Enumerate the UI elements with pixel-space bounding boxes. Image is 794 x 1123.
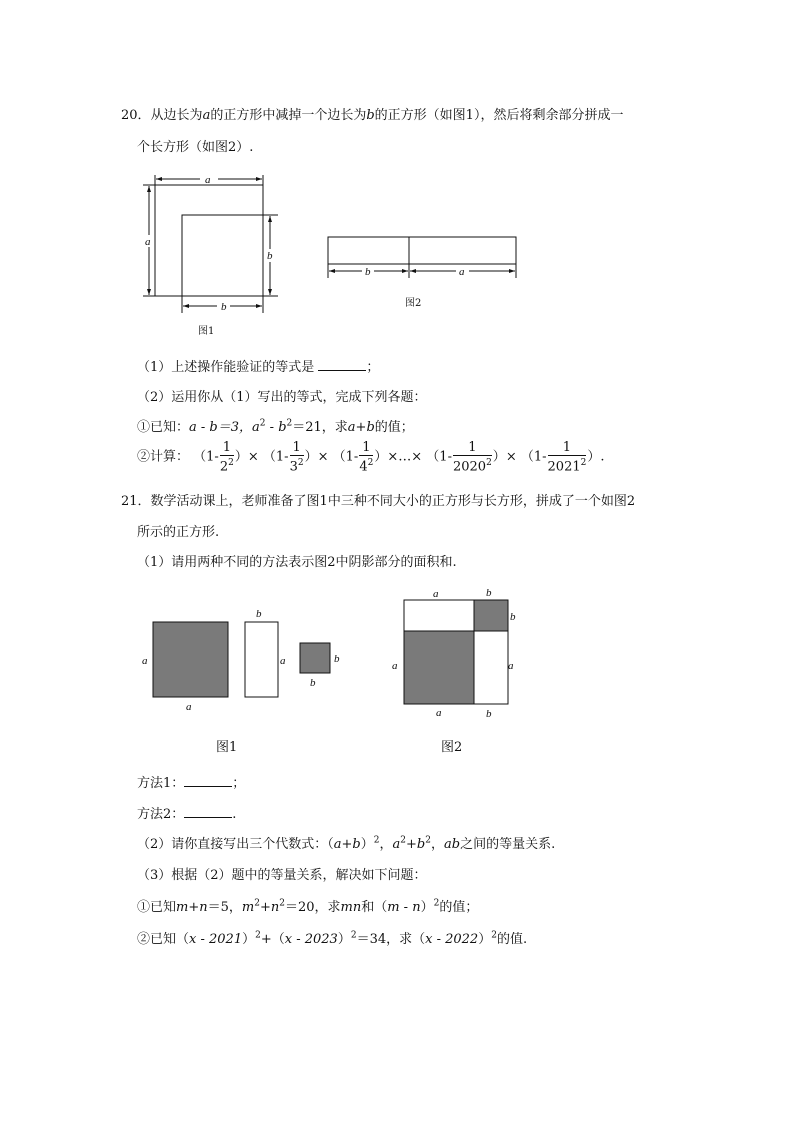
q20-figure-1 — [140, 165, 290, 345]
outer-square — [155, 185, 263, 296]
fig1-label-a-left: a — [145, 236, 151, 248]
piece3-label-b-bottom: b — [310, 677, 316, 689]
fig1-label-b-bottom: b — [221, 301, 227, 313]
fraction-term-2020: $\frac{1}{2020^2}$ — [452, 440, 492, 475]
fig2-top-a: a — [433, 588, 439, 600]
big-square-a — [153, 622, 228, 697]
fig1-label-a-top: a — [205, 174, 211, 186]
rectangle — [328, 237, 516, 264]
small-square-b — [300, 643, 330, 673]
fraction-term-2021: $\frac{1}{2021^2}$ — [547, 440, 587, 475]
piece1-label-a-left: a — [142, 655, 148, 667]
fraction-term-2: $\frac{1}{3^2}$ — [289, 440, 304, 475]
q20-sub1: ①已知：a - b＝3，$a^2 - b^2=21$，求a+b的值； — [137, 418, 414, 435]
shaded-square-a — [404, 631, 474, 704]
fig2-bottom-b: b — [486, 708, 492, 720]
q21-fig2-caption: 图2 — [441, 740, 463, 755]
fig2-bottom-a: a — [436, 707, 442, 719]
method1-blank[interactable] — [184, 774, 232, 787]
fig2-right-b: b — [510, 611, 516, 623]
fig1-label-b-right: b — [267, 250, 273, 262]
q20-sub2: ②计算： （1- $\frac{1}{2^2}$ ）× （1- $\frac{1}{3^2}$ ）× （1- $\frac{1}{4^2}$ ）×…× （1- $\frac{1}{2020^2}$ ）× （1- $\frac{1}{2021^2}$ ）. — [137, 440, 605, 475]
method2-blank[interactable] — [184, 805, 232, 818]
piece3-label-b-right: b — [334, 653, 340, 665]
q21-figure-2 — [385, 583, 525, 723]
q20-fig1-caption: 图1 — [198, 326, 215, 337]
fig2-right-a: a — [508, 660, 514, 672]
fraction-term-1: $\frac{1}{2^2}$ — [219, 440, 234, 475]
q21-part3: （3）根据（2）题中的等量关系，解决如下问题： — [137, 868, 427, 883]
q21-method1: 方法1： ； — [137, 776, 246, 791]
piece1-label-a-bottom: a — [186, 701, 192, 713]
fig2-label-b: b — [365, 266, 371, 278]
piece2-label-a: a — [280, 655, 286, 667]
q20-part2: （2）运用你从（1）写出的等式，完成下列各题： — [137, 390, 427, 405]
fig2-left-a: a — [392, 660, 398, 672]
q21-stem-line1: 21．数学活动课上，老师准备了图1中三种不同大小的正方形与长方形，拼成了一个如图2 — [121, 494, 636, 509]
fig2-top-b: b — [486, 587, 492, 599]
q21-fig1-caption: 图1 — [216, 740, 238, 755]
q21-figure-1 — [138, 600, 348, 718]
q21-sub2: ②已知（x - 2021）$^2$+（x - 2023）$^2$＝34，求（x - 2022）$^2$的值. — [137, 930, 528, 947]
q20-fig2-caption: 图2 — [405, 298, 422, 309]
q21-method2: 方法2： . — [137, 807, 237, 822]
q20-figure-2 — [322, 232, 524, 288]
q21-stem-line2: 所示的正方形. — [137, 525, 220, 540]
q21-part1: （1）请用两种不同的方法表示图2中阴影部分的面积和. — [137, 555, 457, 570]
q21-sub1: ①已知m+n＝5，$m^2+n^2=20$，求mn和（m - n）$^2$的值； — [137, 898, 479, 915]
q20-part1: （1）上述操作能验证的等式是 ； — [137, 360, 380, 375]
q20-stem-line1: 20．从边长为a的正方形中减掉一个边长为b的正方形（如图1），然后将剩余部分拼成一 — [121, 108, 624, 123]
rectangle-ab — [245, 622, 278, 697]
fraction-term-3: $\frac{1}{4^2}$ — [359, 440, 374, 475]
removed-square — [182, 215, 263, 296]
piece2-label-b: b — [256, 608, 262, 620]
shaded-square-b — [474, 600, 508, 631]
q20-stem-line2: 个长方形（如图2）. — [137, 140, 254, 155]
fig2-label-a: a — [459, 266, 465, 278]
q21-part2: （2）请你直接写出三个代数式：$(a+b)^2$，$a^2+b^2$，ab之间的等量关系. — [137, 835, 556, 852]
answer-blank[interactable] — [318, 358, 366, 371]
